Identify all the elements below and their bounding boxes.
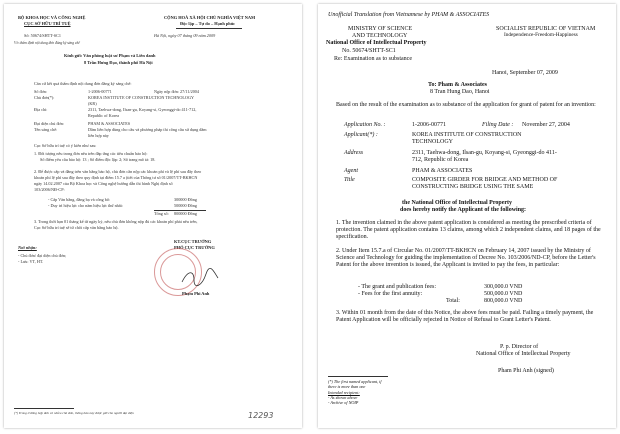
- ministry-line-2: AND TECHNOLOGY: [352, 33, 408, 39]
- addressee: To: Pham & Associates: [428, 82, 487, 88]
- paragraph-2: 2. Để được cấp và đăng trên văn bằng bảo hộ, chủ đơn cần nộp các khoản phí và lệ phí sau đây theo: [34, 169, 202, 174]
- field-label: Tên sáng chế:: [34, 127, 58, 132]
- applicant-label: Applicant(*) :: [344, 132, 378, 138]
- notify-line-2: does hereby notify the Applicant of the following:: [400, 207, 527, 213]
- subject-line: Re: Examination as to substance: [334, 56, 412, 62]
- translation-note: Unofficial Translation from Vietnamese by PHAM & ASSOCIATES: [328, 12, 490, 18]
- fee-1-value: 300,000.0 VND: [484, 284, 523, 290]
- addressee-address: 8 Trần Hưng Đạo, thành phố Hà Nội: [84, 60, 153, 65]
- recipient-2: - Lưu: VT, HT.: [18, 259, 44, 264]
- motto: Independence-Freedom-Happiness: [504, 32, 578, 38]
- signature-icon: [180, 266, 220, 288]
- fee-1-value: 300000 Đồng: [174, 197, 197, 202]
- document-date: Hà Nội, ngày 07 tháng 09 năm 2009: [154, 33, 216, 38]
- footnote-divider: [14, 408, 74, 409]
- original-document-page: [4, 4, 302, 428]
- agent-label: Agent: [344, 168, 358, 174]
- address-label: Address: [344, 150, 364, 156]
- total-label: Tổng số:: [154, 211, 169, 216]
- basis-text: Based on the result of the examination as to substance of the application for grant of patent for an invention:: [336, 102, 596, 108]
- footnote-5: - Archive of NOIP: [328, 400, 359, 405]
- footnote-4: - As shown above: [328, 395, 358, 400]
- applicant: KOREA INSTITUTE OF CONSTRUCTION TECHNOLOGY: [412, 132, 522, 146]
- filing-date-label: Filing Date :: [482, 122, 514, 128]
- recipients-heading: Nơi nhận:: [18, 245, 37, 250]
- field-value: Dầm liên hợp dùng cho cầu và phương pháp thi công cầu sử dụng dầm: [88, 127, 207, 132]
- motto: Độc lập – Tự do – Hạnh phúc: [180, 21, 236, 26]
- paragraph-2c: ngày 14.02.2007 của Bộ Khoa học và Công nghệ hướng dẫn thi hành Nghị định số: [34, 181, 173, 186]
- footnote: (*) Trong trường hợp đơn có nhiều chủ đơn, thông báo này được gửi cho người đại diện: [14, 411, 134, 415]
- ministry-line-1: MINISTRY OF SCIENCE: [348, 26, 413, 32]
- fee-1-label: - The grant and publication fees:: [358, 284, 437, 290]
- filing-date: November 27, 2004: [522, 122, 570, 128]
- total-value: 800000 Đồng: [174, 211, 197, 216]
- field-value: 1-2006-00771: [88, 89, 112, 94]
- paragraph-1: 1. The invention claimed in the above patent application is considered as meeting the prescribed criteria of protection. The patent application contains 13 claims, among which 2 independent claims, and 18 pages of the specification.: [336, 220, 601, 241]
- ministry-name: BỘ KHOA HỌC VÀ CÔNG NGHỆ: [18, 15, 86, 20]
- paragraph-2b: khoản phí lệ phí sau đây theo quy định tại điểm 15.7 a (tiết của Thông tư số 01/2007/TT-BKHCN: [34, 175, 198, 180]
- field-value: 2311, Taehwa-dong, Ilsan-gu, Koyang-si, Gyeonggi-do 411-712,: [88, 107, 197, 112]
- field-value: (KR): [88, 101, 97, 106]
- addressee: Kính gửi: Văn phòng luật sư Phạm và Liên danh: [64, 53, 156, 58]
- signer-title-2: PHÓ CỤC TRƯỞNG: [174, 245, 215, 250]
- field-extra: Ngày nộp đơn: 27/11/2004: [154, 89, 199, 94]
- field-value: KOREA INSTITUTE OF CONSTRUCTION TECHNOLOGY: [88, 95, 195, 100]
- title-label: Title: [344, 177, 355, 183]
- total-label: Total:: [446, 298, 460, 304]
- document-date: Hanoi, September 07, 2009: [492, 70, 558, 76]
- signer-line-1: P. p. Director of: [500, 344, 539, 350]
- document-number: No. 50674/SHTT-SC1: [342, 48, 396, 54]
- field-value: PHAM & ASSOCIATES: [88, 121, 131, 126]
- fee-2-value: 500,000.0 VND: [484, 291, 523, 297]
- agent: PHAM & ASSOCIATES: [412, 168, 473, 174]
- signer-name: Phạm Phi Anh: [182, 291, 210, 296]
- field-value: liên hợp này: [88, 133, 109, 138]
- footnote-divider: [328, 376, 388, 377]
- field-value: Republic of Korea: [88, 113, 119, 118]
- field-label: Số đơn:: [34, 89, 48, 94]
- paragraph-3b: Cục Sở hữu trí tuệ sẽ từ chối cấp văn bằng bảo hộ.: [34, 225, 119, 230]
- header-divider: [176, 28, 242, 29]
- footnote-1: (*) The first named applicant, if: [328, 379, 382, 384]
- paragraph-3: 3. Trong thời hạn 01 tháng kể từ ngày ký, nếu chủ đơn không nộp đủ các khoản phí phải nêu trên,: [34, 219, 198, 224]
- invention-title: COMPOSITE GIRDER FOR BRIDGE AND METHOD OF CONSTRUCTING BRIDGE USING THE SAME: [412, 177, 558, 191]
- fee-1-label: - Cấp Văn bằng, đăng bạ và công bố:: [48, 197, 111, 202]
- fee-2-label: - Duy trì hiệu lực cho năm hiệu lực thứ nhất:: [48, 203, 123, 208]
- paragraph-1b: Số điểm yêu cầu bảo hộ: 13 ; Số điểm độc lập: 2; Số trang mô tả: 18.: [40, 157, 156, 162]
- paragraph-2d: 103/2006/NĐ-CP:: [34, 187, 65, 192]
- application-number-label: Application No. :: [344, 122, 386, 128]
- handwritten-note: 12293: [248, 411, 274, 420]
- address: 2311, Taehwa-dong, Ilsan-gu, Koyang-si, Gyeonggi-do 411-712, Republic of Korea: [412, 150, 557, 164]
- republic-name: SOCIALIST REPUBLIC OF VIETNAM: [496, 26, 596, 32]
- recipient-1: - Chủ đơn/ đại diện chủ đơn;: [18, 253, 67, 258]
- office-name: National Office of Intellectual Property: [326, 40, 427, 46]
- republic-name: CỘNG HOÀ XÃ HỘI CHỦ NGHĨA VIỆT NAM: [164, 15, 256, 20]
- document-number: Số: 50674/SHTT-SC1: [24, 33, 61, 38]
- total-value: 800,000.0 VND: [484, 298, 523, 304]
- footnote-2: there is more than one: [328, 384, 366, 389]
- field-label: Địa chỉ:: [34, 107, 48, 112]
- field-label: Chủ đơn(*):: [34, 95, 55, 100]
- office-name: CỤC SỞ HỮU TRÍ TUỆ: [24, 21, 71, 26]
- application-number: 1-2006-00771: [412, 122, 446, 128]
- fee-2-value: 500000 Đồng: [174, 203, 197, 208]
- notify-line-1: the National Office of Intellectual Property: [402, 200, 513, 206]
- signer-title-1: KT.CỤC TRƯỞNG: [174, 239, 212, 244]
- paragraph-2: 2. Under Item 15.7.a of Circular No. 01/2007/TT-BKHCN on February 14, 2007 issued by the Ministry of Science and Technology for guiding the implementation of Decree No. 103/2006/ND-CP, before the Letter's Patent for the above invention is issued, the Applicant is invited to pay the fees, in particular:: [336, 248, 596, 269]
- footnote-3: Intended recipient:: [328, 390, 360, 395]
- translation-document-page: [318, 4, 616, 428]
- field-label: Đại diện chủ đơn:: [34, 121, 65, 126]
- subject-line: V/v thẩm định nội dung đơn đăng ký sáng chế: [14, 41, 80, 45]
- addressee-address: 8 Tran Hung Dao, Hanoi: [430, 89, 490, 95]
- fee-2-label: - Fees for the first annuity:: [358, 291, 423, 297]
- intro-text: Căn cứ kết quả thẩm định nội dung đơn đăng ký sáng chế:: [34, 81, 132, 86]
- signer-line-2: National Office of Intellectual Property: [476, 351, 571, 357]
- paragraph-3: 3. Within 01 month from the date of this Notice, the above fees must be paid. Failing a timely payment, the Patent Application will be officially rejected in Notice of Refusal to Grant Letter's Patent.: [336, 310, 594, 324]
- signer-name: Pham Phi Anh (signed): [498, 368, 554, 374]
- paragraph-1: 1. Đối tượng nêu trong đơn nêu trên đáp ứng các tiêu chuẩn bảo hộ:: [34, 151, 148, 156]
- opinion-intro: Cục Sở hữu trí tuệ có ý kiến như sau:: [34, 143, 97, 148]
